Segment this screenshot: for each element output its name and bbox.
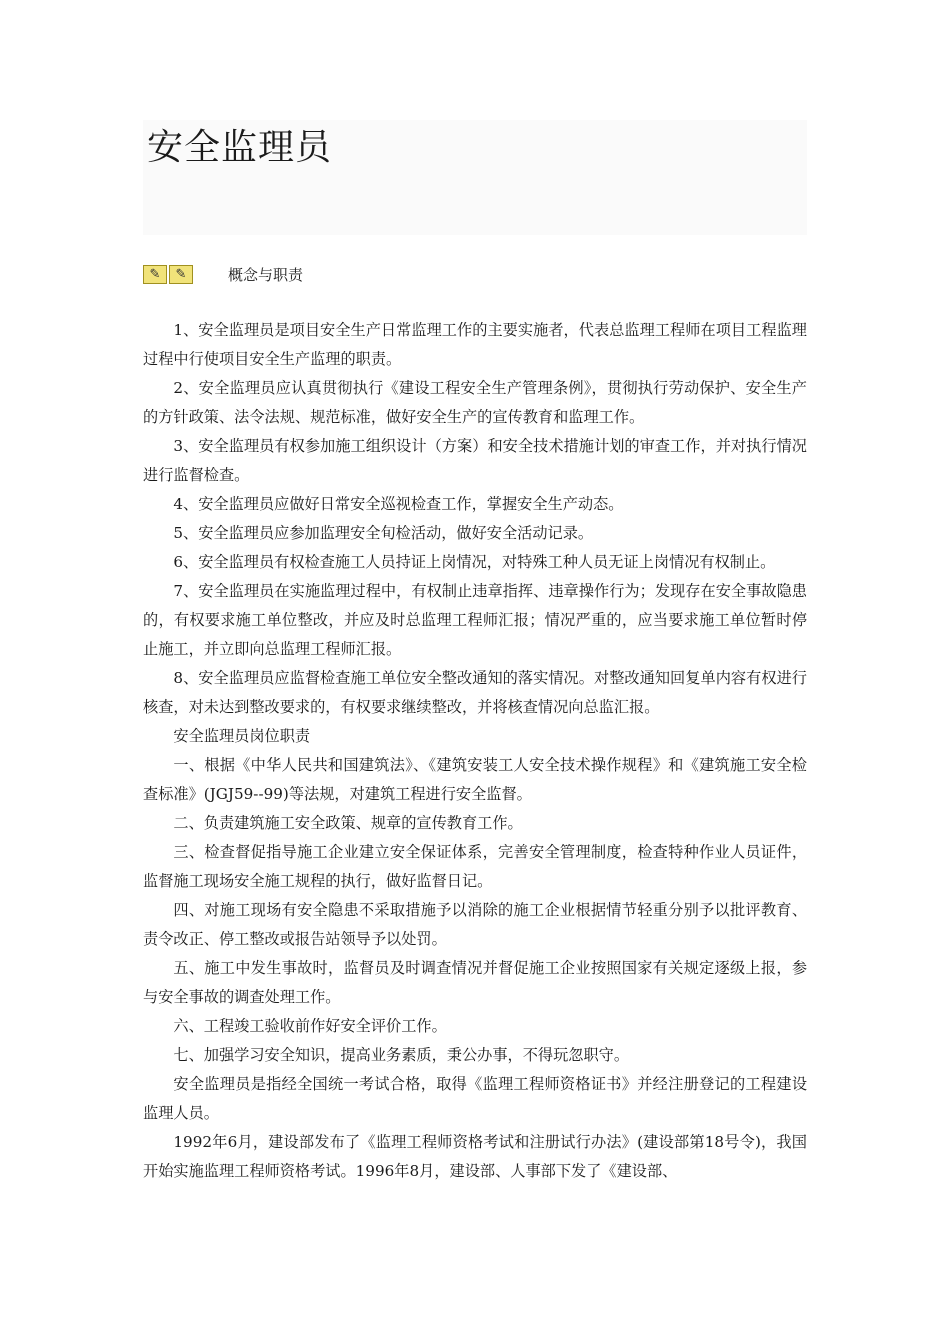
paragraph: 二、负责建筑施工安全政策、规章的宣传教育工作。: [173, 814, 523, 832]
paragraph: 四、对施工现场有安全隐患不采取措施予以消除的施工企业根据情节轻重分别予以批评教育、责令改正、停工整改或报告站领导予以处罚。: [143, 901, 807, 948]
paragraph: 4、安全监理员应做好日常安全巡视检查工作，掌握安全生产动态。: [173, 495, 624, 513]
page-title: 安全监理员: [147, 127, 333, 168]
paragraph: 7、安全监理员在实施监理过程中，有权制止违章指挥、违章操作行为；发现存在安全事故隐患的，有权要求施工单位整改，并应及时总监理工程师汇报；情况严重的，应当要求施工单位暂时停止施工，并立即向总监理工程师汇报。: [143, 582, 807, 658]
document-body: [143, 316, 807, 1186]
paragraph: 1、安全监理员是项目安全生产日常监理工作的主要实施者，代表总监理工程师在项目工程监理过程中行使项目安全生产监理的职责。: [143, 321, 807, 368]
paragraph: 安全监理员是指经全国统一考试合格，取得《监理工程师资格证书》并经注册登记的工程建设监理人员。: [143, 1075, 807, 1122]
paragraph: 七、加强学习安全知识，提高业务素质，秉公办事，不得玩忽职守。: [173, 1046, 630, 1064]
paragraph: 3、安全监理员有权参加施工组织设计（方案）和安全技术措施计划的审查工作，并对执行情况进行监督检查。: [143, 437, 807, 484]
paragraph: 5、安全监理员应参加监理安全旬检活动，做好安全活动记录。: [173, 524, 594, 542]
paragraph: 8、安全监理员应监督检查施工单位安全整改通知的落实情况。对整改通知回复单内容有权进行核查，对未达到整改要求的，有权要求继续整改，并将核查情况向总监汇报。: [143, 669, 807, 716]
subheading: 安全监理员岗位职责: [173, 727, 311, 745]
paragraph: 五、施工中发生事故时，监督员及时调查情况并督促施工企业按照国家有关规定逐级上报，参与安全事故的调查处理工作。: [143, 959, 807, 1006]
wrench-doc-icon: ✎: [143, 265, 167, 284]
paragraph: 1992年6月，建设部发布了《监理工程师资格考试和注册试行办法》(建设部第18号令)，我国开始实施监理工程师资格考试。1996年8月，建设部、人事部下发了《建设部、: [143, 1133, 807, 1180]
wrench-doc-icon: ✎: [169, 265, 193, 284]
paragraph: 一、根据《中华人民共和国建筑法》、《建筑安装工人安全技术操作规程》和《建筑施工安全检查标准》(JGJ59--99)等法规，对建筑工程进行安全监督。: [143, 756, 807, 803]
section-heading: 概念与职责: [228, 266, 304, 284]
paragraph: 2、安全监理员应认真贯彻执行《建设工程安全生产管理条例》，贯彻执行劳动保护、安全生产的方针政策、法令法规、规范标准，做好安全生产的宣传教育和监理工作。: [143, 379, 807, 426]
section-icons: [143, 263, 195, 285]
paragraph: 六、工程竣工验收前作好安全评价工作。: [173, 1017, 447, 1035]
paragraph: 三、检查督促指导施工企业建立安全保证体系，完善安全管理制度，检查特种作业人员证件，监督施工现场安全施工规程的执行，做好监督日记。: [143, 843, 807, 890]
paragraph: 6、安全监理员有权检查施工人员持证上岗情况，对特殊工种人员无证上岗情况有权制止。: [173, 553, 776, 571]
